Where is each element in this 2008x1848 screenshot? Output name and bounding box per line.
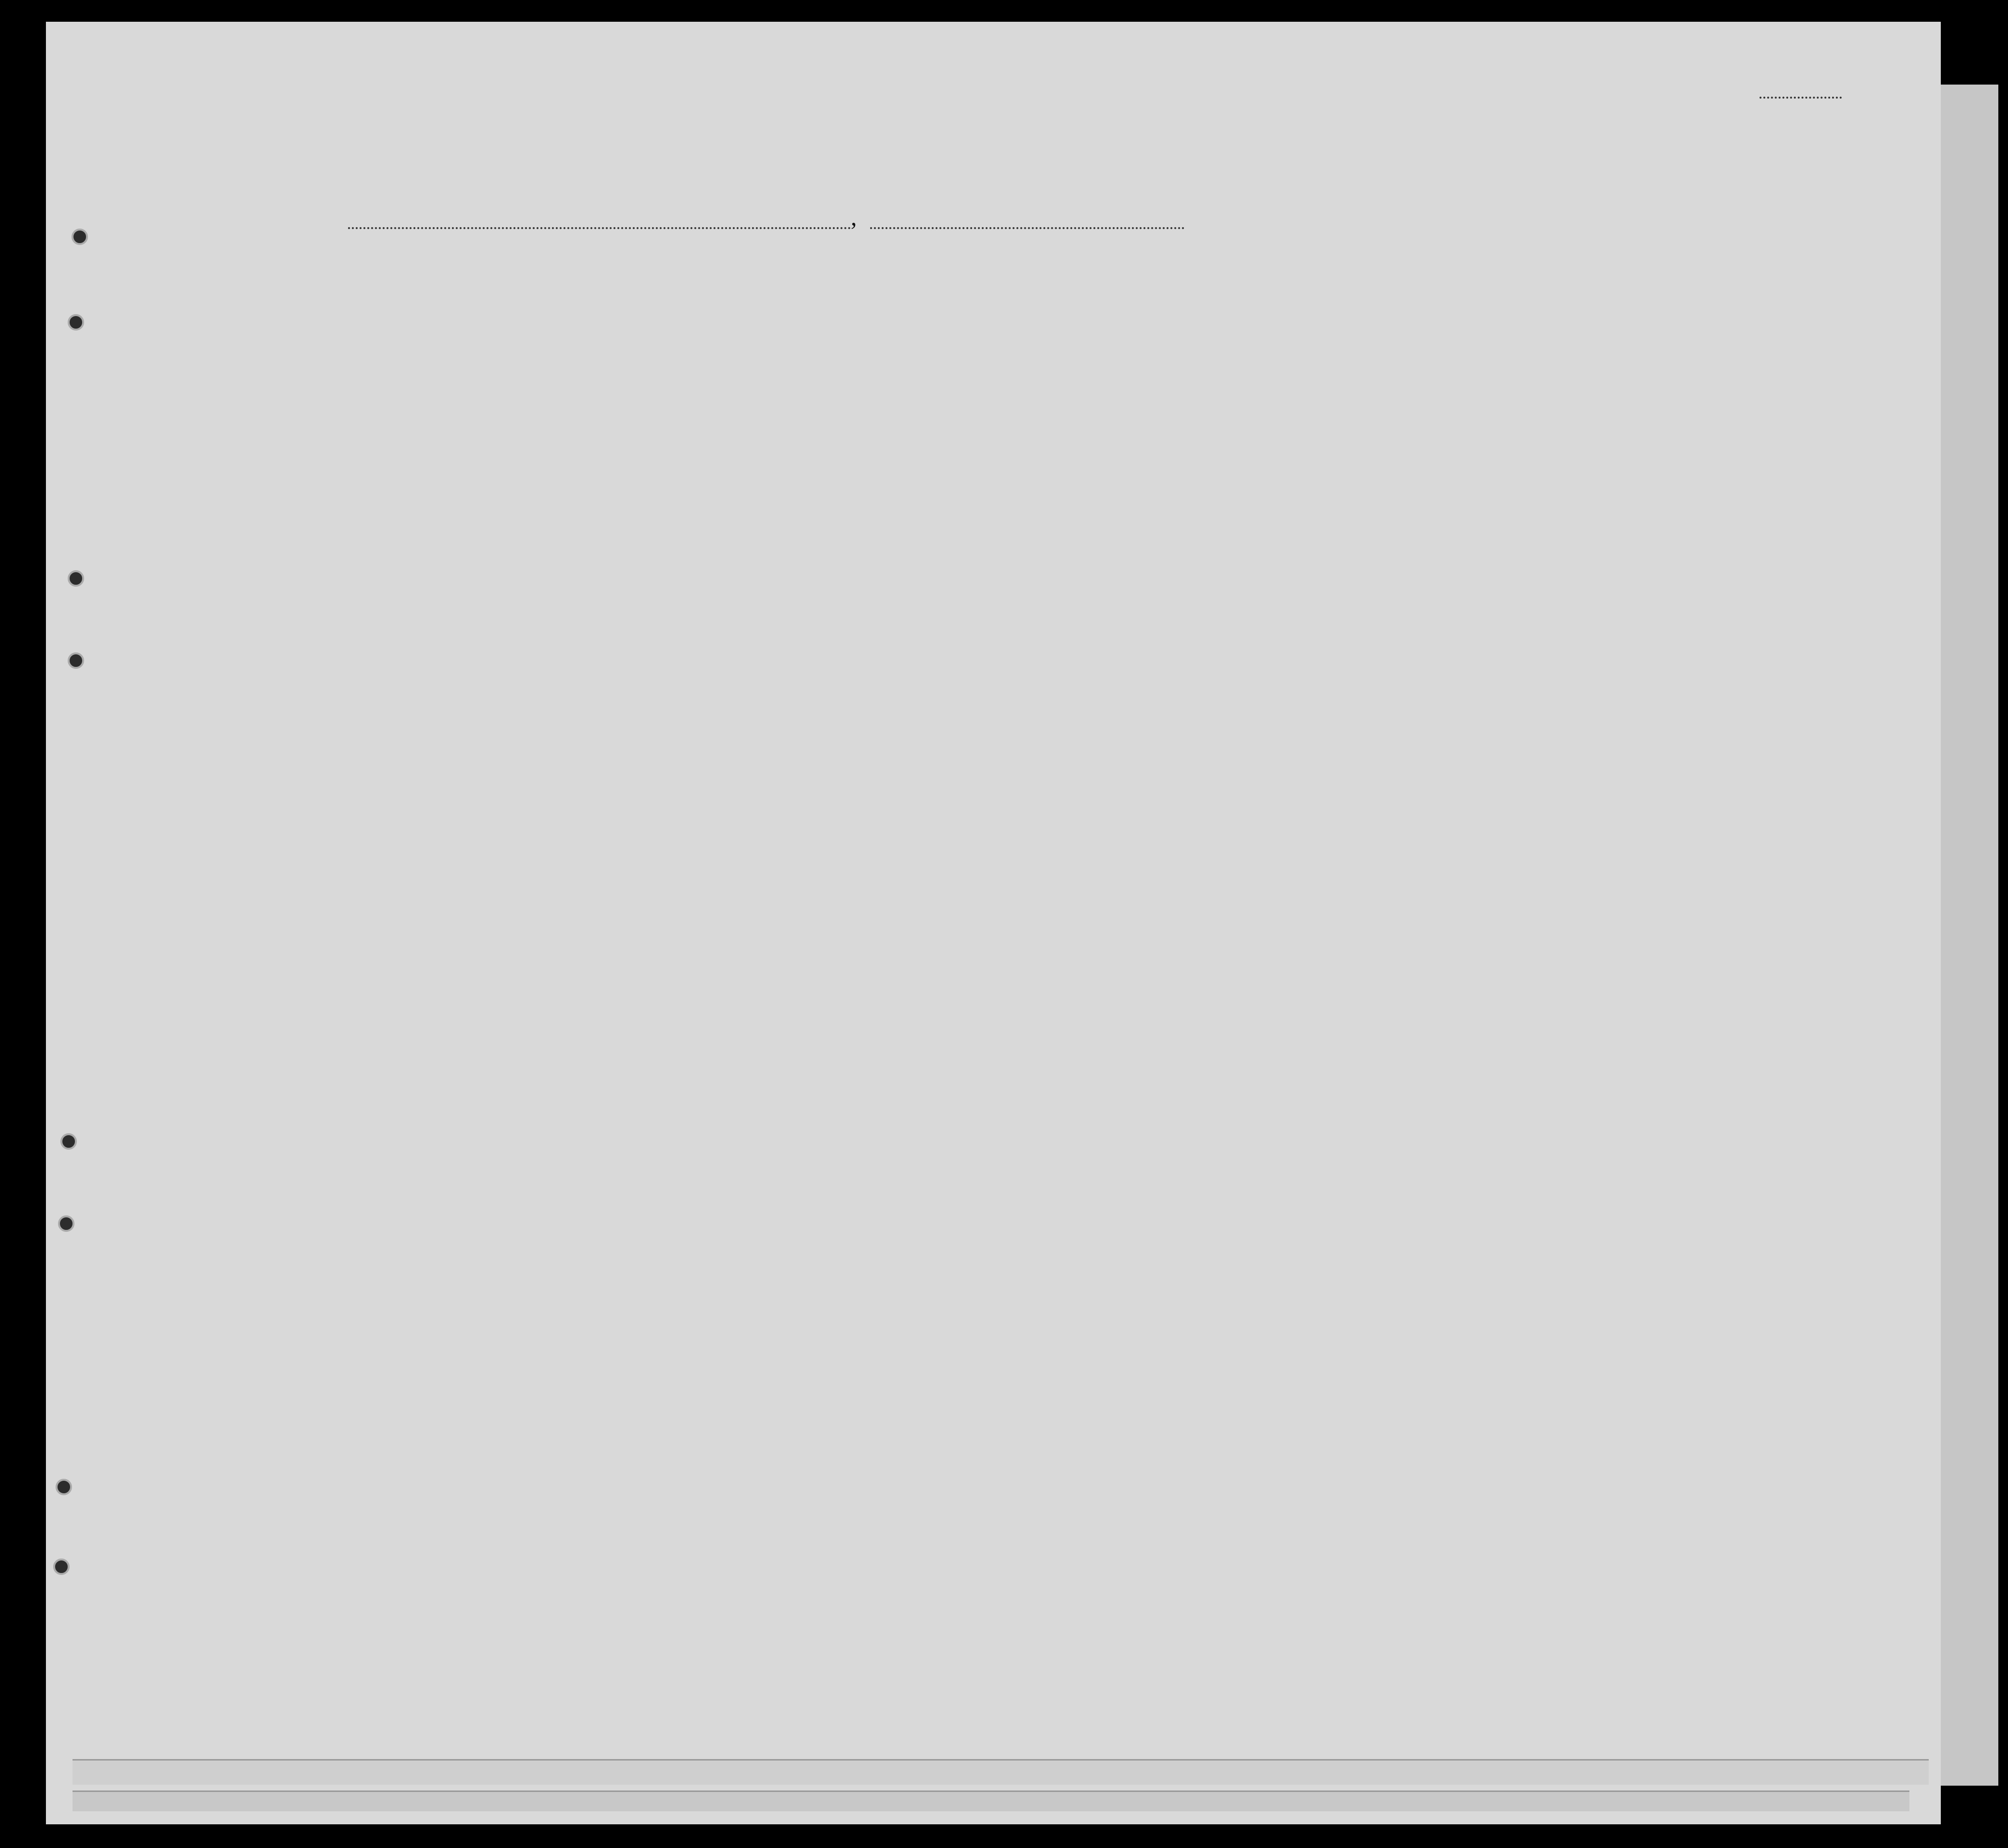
- punch-hole: [68, 314, 84, 331]
- punch-hole: [53, 1559, 70, 1575]
- comma: ,: [851, 203, 857, 231]
- punch-hole: [60, 1133, 77, 1150]
- punch-hole: [56, 1479, 72, 1495]
- punch-hole: [68, 570, 84, 587]
- punch-hole: [68, 652, 84, 669]
- punch-hole: [58, 1215, 74, 1232]
- punch-hole: [72, 229, 88, 245]
